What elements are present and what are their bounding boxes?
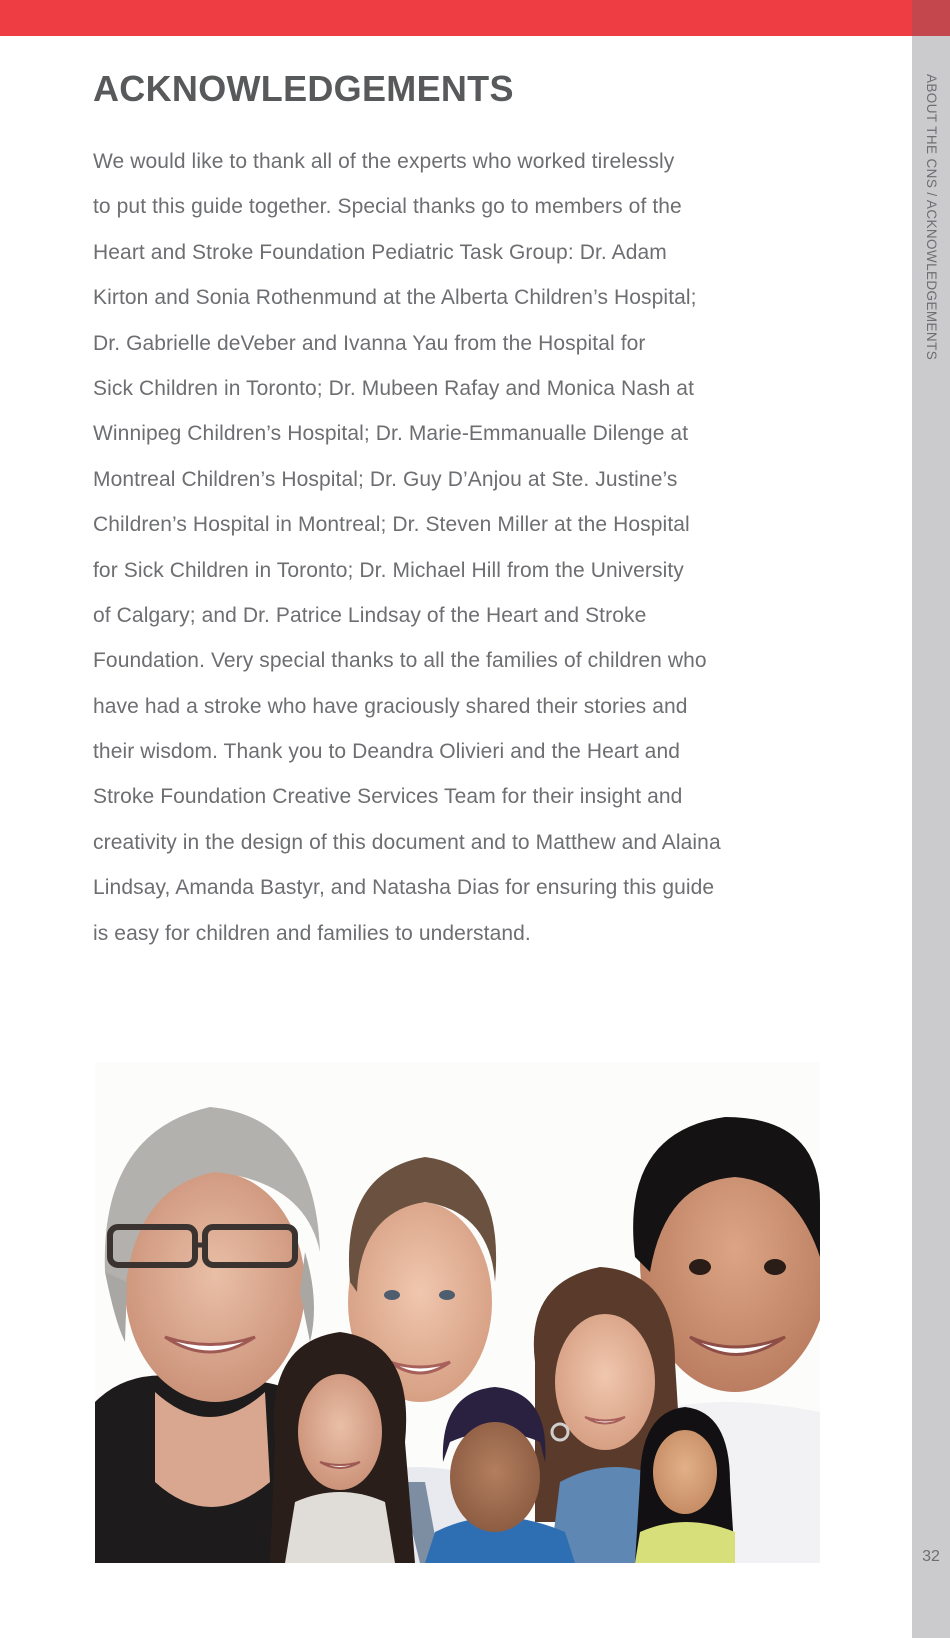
body-line: to put this guide together. Special thanks go to members of the: [93, 195, 682, 219]
page-number: 32: [922, 1548, 940, 1565]
body-line: Dr. Gabrielle deVeber and Ivanna Yau from the Hospital for: [93, 331, 646, 355]
body-line: their wisdom. Thank you to Deandra Olivieri and the Heart and: [93, 740, 681, 764]
body-line: Winnipeg Children’s Hospital; Dr. Marie-Emmanualle Dilenge at: [93, 422, 689, 446]
body-line: Stroke Foundation Creative Services Team for their insight and: [93, 785, 683, 809]
body-line: for Sick Children in Toronto; Dr. Michael Hill from the University: [93, 558, 684, 582]
side-tab-corner: [912, 0, 950, 36]
body-line: of Calgary; and Dr. Patrice Lindsay of the Heart and Stroke: [93, 603, 647, 627]
body-line: creativity in the design of this document and to Matthew and Alaina: [93, 830, 721, 854]
body-line: Montreal Children’s Hospital; Dr. Guy D’Anjou at Ste. Justine’s: [93, 467, 678, 491]
body-line: have had a stroke who have graciously shared their stories and: [93, 694, 688, 718]
section-label: ABOUT THE CNS / ACKNOWLEDGEMENTS: [924, 74, 939, 361]
body-line: Kirton and Sonia Rothenmund at the Alberta Children’s Hospital;: [93, 286, 697, 310]
body-line: Heart and Stroke Foundation Pediatric Task Group: Dr. Adam: [93, 240, 667, 264]
group-photo: [95, 1062, 820, 1563]
body-line: Lindsay, Amanda Bastyr, and Natasha Dias for ensuring this guide: [93, 876, 715, 900]
page-title: ACKNOWLEDGEMENTS: [93, 68, 514, 109]
acknowledgements-paragraph: [93, 139, 813, 956]
body-line: Children’s Hospital in Montreal; Dr. Steven Miller at the Hospital: [93, 513, 690, 537]
body-line: Sick Children in Toronto; Dr. Mubeen Rafay and Monica Nash at: [93, 376, 695, 400]
person-5: [270, 1332, 415, 1563]
top-accent-bar: [0, 0, 912, 36]
body-line: We would like to thank all of the experts who worked tirelessly: [93, 150, 675, 173]
body-line: is easy for children and families to understand.: [93, 921, 531, 945]
body-line: Foundation. Very special thanks to all the families of children who: [93, 649, 707, 673]
